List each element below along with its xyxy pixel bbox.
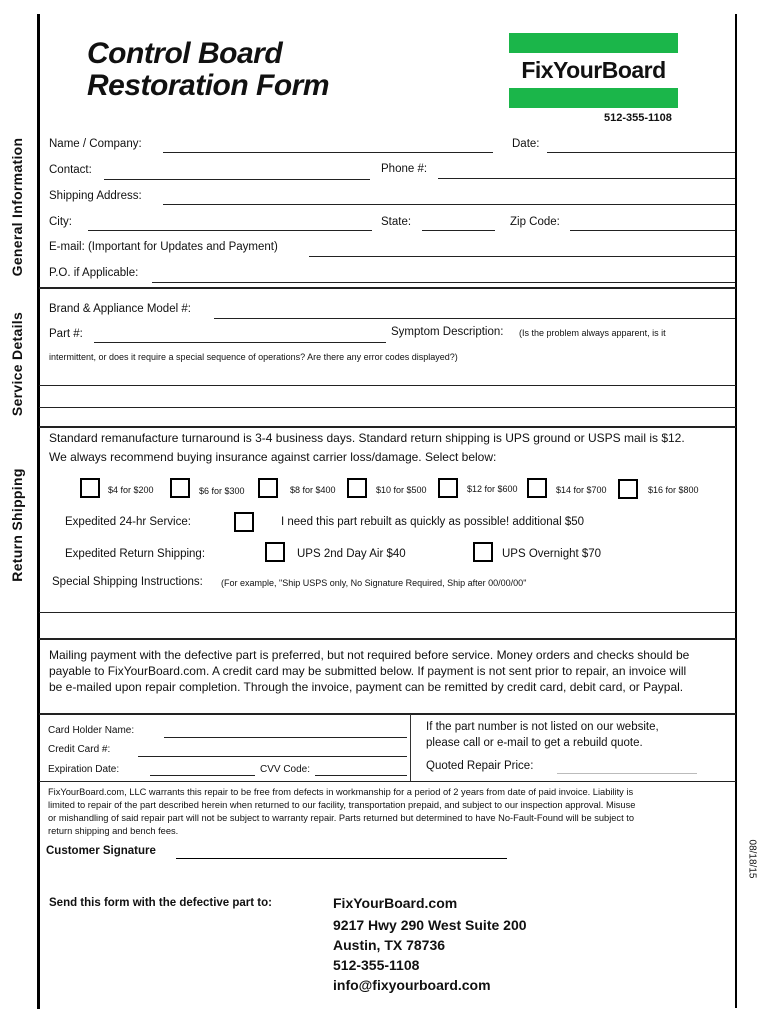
part-note-1: If the part number is not listed on our website, — [426, 721, 659, 733]
ups-overnight-checkbox[interactable] — [473, 542, 493, 562]
expiration-label: Expiration Date: — [48, 764, 120, 775]
state-field[interactable] — [422, 230, 495, 231]
email-label: E-mail: (Important for Updates and Payment) — [49, 241, 278, 253]
insurance-checkbox-400[interactable] — [258, 478, 278, 498]
insurance-checkbox-700[interactable] — [527, 478, 547, 498]
page-title — [87, 38, 329, 102]
header-phone: 512-355-1108 — [604, 112, 672, 124]
cvv-label: CVV Code: — [260, 764, 311, 775]
credit-card-label: Credit Card #: — [48, 744, 111, 755]
expedited-return-label: Expedited Return Shipping: — [65, 548, 206, 560]
date-field[interactable] — [547, 152, 735, 153]
insurance-checkbox-600[interactable] — [438, 478, 458, 498]
name-company-label: Name / Company: — [49, 138, 142, 150]
special-instructions-line[interactable] — [39, 612, 736, 613]
right-border — [735, 14, 737, 1008]
warranty-line-3: or mishandling of said repair part will not be subject to warranty repair. Parts returned but determined to have No-Fault-Found will be subject to — [48, 813, 634, 823]
contact-field[interactable] — [104, 179, 370, 180]
insurance-checkbox-300[interactable] — [170, 478, 190, 498]
date-label: Date: — [512, 138, 540, 150]
address-city: Austin, TX 78736 — [333, 937, 446, 953]
ups-2day-label: UPS 2nd Day Air $40 — [297, 548, 406, 560]
address-phone: 512-355-1108 — [333, 957, 420, 973]
symptom-line-2[interactable] — [39, 407, 736, 408]
address-email: info@fixyourboard.com — [333, 977, 491, 993]
part-field[interactable] — [94, 342, 386, 343]
po-label: P.O. if Applicable: — [49, 267, 139, 279]
name-company-field[interactable] — [163, 152, 493, 153]
divider-general — [39, 287, 736, 289]
contact-label: Contact: — [49, 164, 92, 176]
insurance-checkbox-800[interactable] — [618, 479, 638, 499]
shipping-address-field[interactable] — [163, 204, 735, 205]
zip-label: Zip Code: — [510, 216, 560, 228]
insurance-checkbox-500[interactable] — [347, 478, 367, 498]
po-field[interactable] — [152, 282, 735, 283]
logo-text: FixYourBoard — [521, 57, 666, 83]
logo-bar-top — [509, 33, 678, 53]
insurance-label-800: $16 for $800 — [648, 485, 699, 495]
quoted-price-field[interactable] — [557, 773, 697, 774]
city-field[interactable] — [88, 230, 372, 231]
logo-bar-bottom — [509, 88, 678, 108]
symptom-label: Symptom Description: — [391, 326, 504, 338]
insurance-checkbox-200[interactable] — [80, 478, 100, 498]
signature-label: Customer Signature — [46, 845, 156, 857]
insurance-label-400: $8 for $400 — [290, 485, 336, 495]
signature-field[interactable] — [176, 858, 507, 859]
title-line-2: Restoration Form — [87, 69, 330, 102]
insurance-label-500: $10 for $500 — [376, 485, 427, 495]
revision-date: 08/18/15 — [746, 839, 758, 879]
card-holder-field[interactable] — [164, 737, 407, 738]
city-label: City: — [49, 216, 72, 228]
expiration-field[interactable] — [150, 775, 255, 776]
expedited-service-desc: I need this part rebuilt as quickly as possible! additional $50 — [281, 516, 585, 528]
brand-model-label: Brand & Appliance Model #: — [49, 303, 191, 315]
payment-intro-2: payable to FixYourBoard.com. A credit card may be submitted below. If payment is not sent prior to repair, an invoice will — [49, 664, 687, 678]
expedited-service-checkbox[interactable] — [234, 512, 254, 532]
ups-2day-checkbox[interactable] — [265, 542, 285, 562]
special-instructions-label: Special Shipping Instructions: — [52, 576, 203, 588]
symptom-hint-a: (Is the problem always apparent, is it — [519, 328, 666, 338]
card-holder-label: Card Holder Name: — [48, 725, 135, 736]
shipping-intro-2: We always recommend buying insurance against carrier loss/damage. Select below: — [49, 450, 497, 464]
divider-shipping — [39, 638, 736, 640]
symptom-line-1[interactable] — [39, 385, 736, 386]
cvv-field[interactable] — [315, 775, 407, 776]
payment-column-divider — [410, 714, 411, 782]
ups-overnight-label: UPS Overnight $70 — [502, 548, 602, 560]
address-company: FixYourBoard.com — [333, 895, 458, 911]
warranty-text — [48, 786, 732, 838]
title-line-1: Control Board — [87, 37, 283, 70]
warranty-line-4: return shipping and bench fees. — [48, 826, 179, 836]
payment-intro — [49, 647, 733, 695]
brand-model-field[interactable] — [214, 318, 735, 319]
insurance-label-700: $14 for $700 — [556, 485, 607, 495]
part-label: Part #: — [49, 328, 83, 340]
send-form-label: Send this form with the defective part to: — [49, 897, 272, 909]
quoted-price-label: Quoted Repair Price: — [426, 760, 534, 772]
divider-payment-top — [39, 713, 736, 715]
mailing-address — [333, 893, 527, 995]
insurance-label-200: $4 for $200 — [108, 485, 154, 495]
zip-field[interactable] — [570, 230, 735, 231]
shipping-address-label: Shipping Address: — [49, 190, 142, 202]
symptom-hint-b: intermittent, or does it require a special sequence of operations? Are there any error codes displayed?) — [49, 352, 458, 362]
section-service-details: Service Details — [9, 311, 25, 417]
payment-intro-1: Mailing payment with the defective part is preferred, but not required before service. Money orders and checks should be — [49, 648, 690, 662]
divider-payment-bottom — [39, 781, 736, 782]
special-instructions-hint: (For example, "Ship USPS only, No Signature Required, Ship after 00/00/00" — [221, 578, 527, 588]
warranty-line-1: FixYourBoard.com, LLC warrants this repair to be free from defects in workmanship for a period of 2 years from date of paid invoice. Liability is — [48, 787, 634, 797]
credit-card-field[interactable] — [138, 756, 407, 757]
address-street: 9217 Hwy 290 West Suite 200 — [333, 917, 527, 933]
payment-intro-3: be e-mailed upon repair completion. Through the invoice, payment can be remitted by credit card, debit card, or Paypal. — [49, 680, 684, 694]
section-return-shipping: Return Shipping — [9, 468, 25, 582]
phone-label: Phone #: — [381, 163, 428, 175]
email-field[interactable] — [309, 256, 735, 257]
part-note-2: please call or e-mail to get a rebuild quote. — [426, 737, 643, 749]
warranty-line-2: limited to repair of the part described herein when returned to our facility, transportation prepaid, and subject to our inspection approval. Misuse — [48, 800, 636, 810]
section-general-information: General Information — [9, 137, 25, 277]
insurance-label-300: $6 for $300 — [199, 486, 245, 496]
state-label: State: — [381, 216, 412, 228]
expedited-service-label: Expedited 24-hr Service: — [65, 516, 191, 528]
logo — [509, 33, 678, 108]
divider-service — [39, 426, 736, 428]
phone-field[interactable] — [438, 178, 735, 179]
shipping-intro-1: Standard remanufacture turnaround is 3-4 business days. Standard return shipping is UPS ground or USPS mail is $12. — [49, 431, 685, 445]
insurance-label-600: $12 for $600 — [467, 484, 518, 494]
left-border — [37, 14, 40, 1009]
